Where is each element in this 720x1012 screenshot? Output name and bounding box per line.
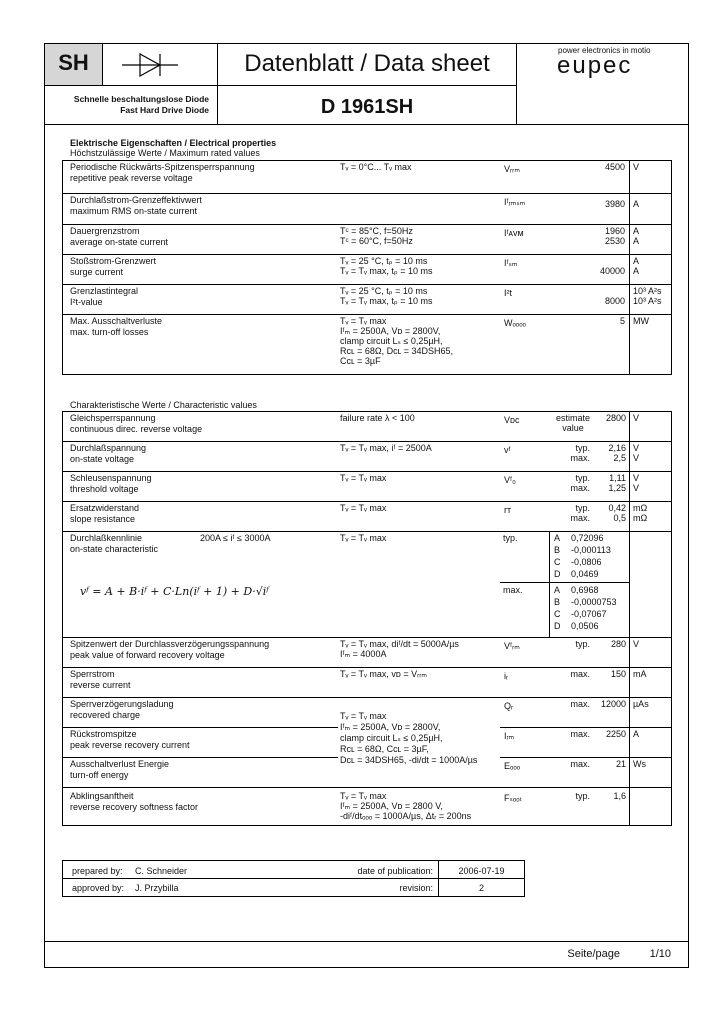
symbol-text: Iᶠₛₘ: [504, 258, 518, 268]
param-name-en: continuous direc. reverse voltage: [70, 424, 203, 434]
condition-text: Tᵥ = Tᵥ max: [340, 316, 387, 326]
param-name-en: peak value of forward recovery voltage: [70, 650, 225, 660]
condition-text: Iᶠₘ = 4000A: [340, 649, 387, 659]
s2-row-separator: [62, 531, 672, 532]
section2-title: Charakteristische Werte / Characteristic values: [70, 400, 257, 410]
param-name-de: Durchlaßspannung: [70, 443, 147, 453]
coef-key: C: [554, 609, 561, 619]
param-name-en: I²t-value: [70, 297, 103, 307]
param-name-de: Stoßstrom-Grenzwert: [70, 256, 157, 266]
s1-row-separator: [62, 284, 672, 285]
value-text: 3980: [604, 199, 625, 209]
symbol-text: vᶠ: [504, 445, 511, 455]
value-label: typ.: [575, 503, 590, 513]
unit-text: A: [633, 236, 640, 246]
value-label: max.: [570, 453, 590, 463]
coef-key: B: [554, 597, 561, 607]
coef-key: D: [554, 621, 561, 631]
param-name-de: Abklingsanftheit: [70, 791, 134, 801]
typ-label: typ.: [503, 533, 518, 543]
page-label: Seite/page: [567, 948, 620, 960]
s2-subrow-separator: [62, 757, 338, 758]
value-label: max.: [570, 759, 590, 769]
param-name-de: Ersatzwiderstand: [70, 503, 140, 513]
condition-text: Tᵥ = Tᵥ max, iᶠ = 2500A: [340, 443, 432, 453]
value-text: 1,25: [608, 483, 626, 493]
formula-text: vᶠ = A + B·iᶠ + C·Ln(iᶠ + 1) + D·√iᶠ: [80, 585, 269, 598]
value-label: max.: [570, 513, 590, 523]
shared-condition-text: Iᶠₘ = 2500A, Vᴅ = 2800V,: [340, 722, 441, 732]
param-name-de: Spitzenwert der Durchlassverzögerungsspannung: [70, 639, 270, 649]
page-footer-line: [44, 941, 689, 942]
param-name-de: Ausschaltverlust Energie: [70, 759, 170, 769]
unit-text: A: [633, 199, 640, 209]
condition-text: Tᵥ = 25 °C, tₚ = 10 ms: [340, 256, 428, 266]
revision-label: revision:: [399, 883, 433, 893]
symbol-text: Vᶠ₀: [504, 475, 516, 485]
param-name-de: Rückstromspitze: [70, 729, 137, 739]
value-label: typ.: [575, 473, 590, 483]
footer-mid-line: [62, 878, 525, 879]
value-text: 2800: [605, 413, 626, 423]
value-text: 4500: [604, 162, 625, 172]
param-name-en: reverse current: [70, 680, 131, 690]
s2-col-divider: [629, 411, 630, 826]
s2-subrow-separator: [500, 727, 672, 728]
value-label: typ.: [575, 443, 590, 453]
s1-row-separator: [62, 254, 672, 255]
value-text: 40000: [599, 266, 625, 276]
prepared-value: C. Schneider: [135, 866, 188, 876]
value-text: 280: [610, 639, 626, 649]
condition-text: Tᵥ = Tᵥ max: [340, 533, 387, 543]
symbol-text: Vᵣᵣₘ: [504, 164, 520, 174]
unit-text: V: [633, 162, 640, 172]
condition-text: Tᵥ = Tᵥ max, tₚ = 10 ms: [340, 296, 433, 306]
unit-text: 10³ A²s: [633, 296, 662, 306]
coef-mid-line: [500, 582, 629, 583]
value-text: 150: [610, 669, 626, 679]
value-label: max.: [570, 669, 590, 679]
unit-text: MW: [633, 316, 649, 326]
coef-value: -0,07067: [571, 609, 607, 619]
s2-row-separator: [62, 471, 672, 472]
unit-text: A: [633, 256, 640, 266]
value-text: 2,5: [613, 453, 626, 463]
value-text: 21: [615, 759, 626, 769]
condition-text: Iᶠₘ = 2500A, Vᴅ = 2800V,: [340, 326, 441, 336]
s2-row-separator: [62, 441, 672, 442]
param-name-de: Durchlaßkennlinie: [70, 533, 143, 543]
condition-text: Tᵥ = Tᵥ max: [340, 791, 387, 801]
param-name-en: repetitive peak reverse voltage: [70, 173, 193, 183]
unit-text: mΩ: [633, 513, 648, 523]
coef-key: B: [554, 545, 561, 555]
s1-row-separator: [62, 193, 672, 194]
symbol-text: Iᶠᴀᴠᴍ: [504, 228, 524, 238]
condition-text: Tᶜ = 60°C, f=50Hz: [340, 236, 413, 246]
unit-text: A: [633, 226, 640, 236]
coef-value: 0,6968: [571, 585, 599, 595]
coef-key: A: [554, 533, 561, 543]
s2-row-separator: [62, 501, 672, 502]
value-label: typ.: [575, 791, 590, 801]
symbol-text: iᵣ: [504, 671, 509, 681]
condition-text: -diᶠ/dtₒₒₒ = 1000A/µs, Δtᵣ = 200ns: [340, 811, 472, 821]
unit-text: mA: [633, 669, 647, 679]
symbol-text: Qᵣ: [504, 701, 514, 711]
range-text: 200A ≤ iᶠ ≤ 3000A: [200, 533, 271, 543]
param-name-de: Schleusenspannung: [70, 473, 152, 483]
coef-value: -0,0000753: [571, 597, 617, 607]
estimate-label: estimate value: [555, 413, 590, 433]
param-name-de: Gleichsperrspannung: [70, 413, 156, 423]
symbol-text: Eₒₒₒ: [504, 761, 521, 771]
value-text: 2,16: [608, 443, 626, 453]
coef-value: -0,0806: [571, 557, 602, 567]
s2-subrow-separator: [62, 727, 338, 728]
desc-en: Fast Hard Drive Diode: [120, 105, 209, 115]
header-divider: [44, 124, 689, 125]
condition-text: Tᵥ = Tᵥ max: [340, 503, 387, 513]
coef-key: A: [554, 585, 561, 595]
unit-text: 10³ A²s: [633, 286, 662, 296]
unit-text: V: [633, 413, 640, 423]
param-name-de: Durchlaßstrom-Grenzeffektivwert: [70, 195, 202, 205]
unit-text: V: [633, 473, 640, 483]
value-text: 0,5: [613, 513, 626, 523]
param-name-de: Periodische Rückwärts-Spitzensperrspannung: [70, 162, 255, 172]
param-name-de: Max. Ausschaltverluste: [70, 316, 163, 326]
s2-row-separator: [62, 637, 672, 638]
prepared-label: prepared by:: [72, 866, 123, 876]
value-text: 1,11: [609, 473, 626, 483]
coef-value: 0,72096: [571, 533, 604, 543]
s2-subrow-separator: [500, 757, 672, 758]
param-name-en: reverse recovery softness factor: [70, 802, 199, 812]
condition-text: Tᵥ = 0°C... Tᵥ max: [340, 162, 412, 172]
param-name-de: Sperrstrom: [70, 669, 115, 679]
symbol-text: Wₒₒₒₒ: [504, 318, 527, 328]
s1-row-separator: [62, 314, 672, 315]
approved-value: J. Przybilla: [135, 883, 179, 893]
condition-text: Tᵥ = Tᵥ max, diᶠ/dt = 5000A/µs: [340, 639, 459, 649]
value-label: max.: [570, 729, 590, 739]
date-value: 2006-07-19: [458, 866, 505, 876]
condition-text: Tᵥ = Tᵥ max, vᴅ = Vᵣᵣₘ: [340, 669, 428, 679]
desc-de: Schnelle beschaltungslose Diode: [73, 94, 209, 104]
param-name-en: on-state voltage: [70, 454, 135, 464]
value-label: max.: [570, 483, 590, 493]
sh-badge: SH: [58, 50, 89, 75]
coef-value: 0,0506: [571, 621, 599, 631]
symbol-text: I²t: [504, 288, 512, 298]
param-name-en: peak reverse recovery current: [70, 740, 190, 750]
coef-divider: [549, 532, 550, 638]
unit-text: A: [633, 729, 640, 739]
value-text: 1960: [604, 226, 625, 236]
condition-text: Tᶜ = 85°C, f=50Hz: [340, 226, 413, 236]
param-name-en: turn-off energy: [70, 770, 129, 780]
condition-text: Tᵥ = 25 °C, tₚ = 10 ms: [340, 286, 428, 296]
param-name-en: max. turn-off losses: [70, 327, 149, 337]
value-label: max.: [570, 699, 590, 709]
unit-text: µAs: [633, 699, 649, 709]
date-label: date of publication:: [357, 866, 433, 876]
value-text: 2250: [605, 729, 626, 739]
param-name-en: recovered charge: [70, 710, 141, 720]
symbol-text: Vᶠᵣₘ: [504, 641, 520, 651]
value-text: 5: [619, 316, 625, 326]
symbol-text: Iᶠᵣₘₛₘ: [504, 197, 526, 207]
page-title: Datenblatt / Data sheet: [244, 50, 490, 77]
coef-value: -0,000113: [571, 545, 611, 555]
condition-text: Tᵥ = Tᵥ max, tₚ = 10 ms: [340, 266, 433, 276]
param-name-en: surge current: [70, 267, 124, 277]
section1-title: Elektrische Eigenschaften / Electrical properties: [70, 138, 277, 148]
coef-key: D: [554, 569, 561, 579]
shared-condition-text: Rᴄʟ = 68Ω, Cᴄʟ = 3µF,: [340, 744, 429, 754]
section1-subtitle: Höchstzulässige Werte / Maximum rated values: [70, 148, 260, 158]
revision-value: 2: [478, 883, 484, 893]
symbol-text: rᴛ: [504, 505, 512, 515]
unit-text: V: [633, 443, 640, 453]
max-label: max.: [503, 585, 523, 595]
shared-condition-text: Dᴄʟ = 34DSH65, -di/dt = 1000A/µs: [340, 755, 478, 765]
part-number: D 1961SH: [320, 96, 414, 118]
brand-tagline: power electronics in motio: [558, 46, 651, 55]
param-name-en: average on-state current: [70, 237, 169, 247]
brand-logo: eupec: [557, 52, 633, 79]
coef-value: 0,0469: [571, 569, 599, 579]
symbol-text: Fₛₒₒₜ: [504, 793, 523, 803]
s2-row-separator: [62, 787, 672, 788]
param-name-de: Sperrverzögerungsladung: [70, 699, 174, 709]
coef-key: C: [554, 557, 561, 567]
condition-text: Tᵥ = Tᵥ max: [340, 473, 387, 483]
condition-text: Cᴄʟ = 3µF: [340, 356, 381, 366]
param-name-en: slope resistance: [70, 514, 136, 524]
value-text: 2530: [604, 236, 625, 246]
value-text: 1,6: [613, 791, 626, 801]
symbol-text: Vᴅᴄ: [504, 415, 520, 425]
param-name-en: threshold voltage: [70, 484, 139, 494]
diode-icon: [120, 50, 180, 80]
page-number: 1/10: [649, 948, 671, 960]
condition-text: Iᶠₘ = 2500A, Vᴅ = 2800 V,: [340, 801, 443, 811]
condition-text: Rᴄʟ = 68Ω, Dᴄʟ = 34DSH65,: [340, 346, 454, 356]
approved-label: approved by:: [72, 883, 125, 893]
symbol-text: Iᵣₘ: [504, 731, 515, 741]
unit-text: V: [633, 453, 640, 463]
condition-text: clamp circuit Lₛ ≤ 0,25µH,: [340, 336, 443, 346]
value-label: typ.: [575, 639, 590, 649]
s2-row-separator: [62, 667, 672, 668]
value-text: 8000: [604, 296, 625, 306]
param-name-en: maximum RMS on-state current: [70, 206, 198, 216]
unit-text: V: [633, 639, 640, 649]
param-name-de: Grenzlastintegral: [70, 286, 139, 296]
param-name-en: on-state characteristic: [70, 544, 159, 554]
value-text: 0,42: [608, 503, 626, 513]
unit-text: A: [633, 266, 640, 276]
value-text: 12000: [600, 699, 626, 709]
s2-row-separator: [62, 697, 672, 698]
unit-text: Ws: [633, 759, 646, 769]
unit-text: mΩ: [633, 503, 648, 513]
param-name-de: Dauergrenzstrom: [70, 226, 140, 236]
shared-condition-text: clamp circuit Lₛ ≤ 0,25µH,: [340, 733, 443, 743]
shared-condition-text: Tᵥ = Tᵥ max: [340, 711, 387, 721]
s1-row-separator: [62, 224, 672, 225]
condition-text: failure rate λ < 100: [340, 413, 415, 423]
unit-text: V: [633, 483, 640, 493]
